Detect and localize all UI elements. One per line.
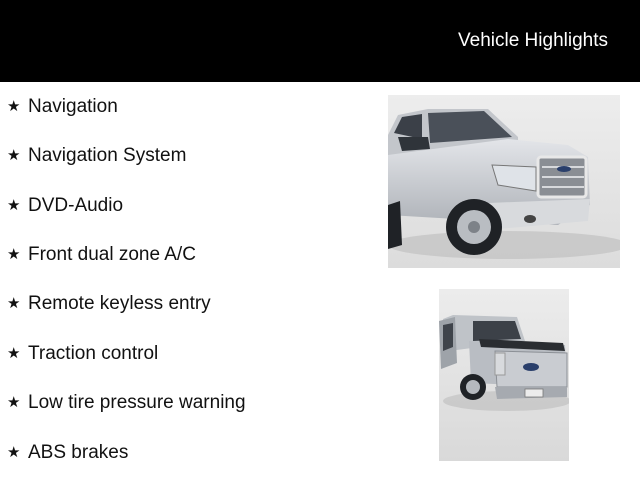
star-icon: ★ (7, 98, 21, 115)
header-bar (0, 0, 640, 82)
feature-label: DVD-Audio (28, 195, 124, 216)
star-icon: ★ (7, 345, 21, 362)
list-item (7, 391, 246, 415)
star-icon: ★ (7, 394, 21, 411)
list-item (7, 292, 211, 316)
page-title: Vehicle Highlights (458, 30, 608, 51)
truck-rear-photo (439, 289, 569, 461)
feature-label: ABS brakes (28, 442, 129, 463)
feature-label: Front dual zone A/C (28, 244, 196, 265)
star-icon: ★ (7, 444, 21, 461)
feature-label: Traction control (28, 343, 159, 364)
star-icon: ★ (7, 197, 21, 214)
feature-label: Navigation (28, 96, 118, 117)
star-icon: ★ (7, 246, 21, 263)
list-item (7, 144, 186, 168)
feature-label: Low tire pressure warning (28, 392, 246, 413)
list-item (7, 342, 158, 366)
truck-front-photo (388, 95, 620, 268)
star-icon: ★ (7, 295, 21, 312)
list-item (7, 194, 123, 218)
list-item (7, 95, 118, 119)
list-item (7, 243, 196, 267)
list-item (7, 441, 128, 465)
feature-label: Navigation System (28, 145, 187, 166)
star-icon: ★ (7, 147, 21, 164)
feature-label: Remote keyless entry (28, 293, 211, 314)
